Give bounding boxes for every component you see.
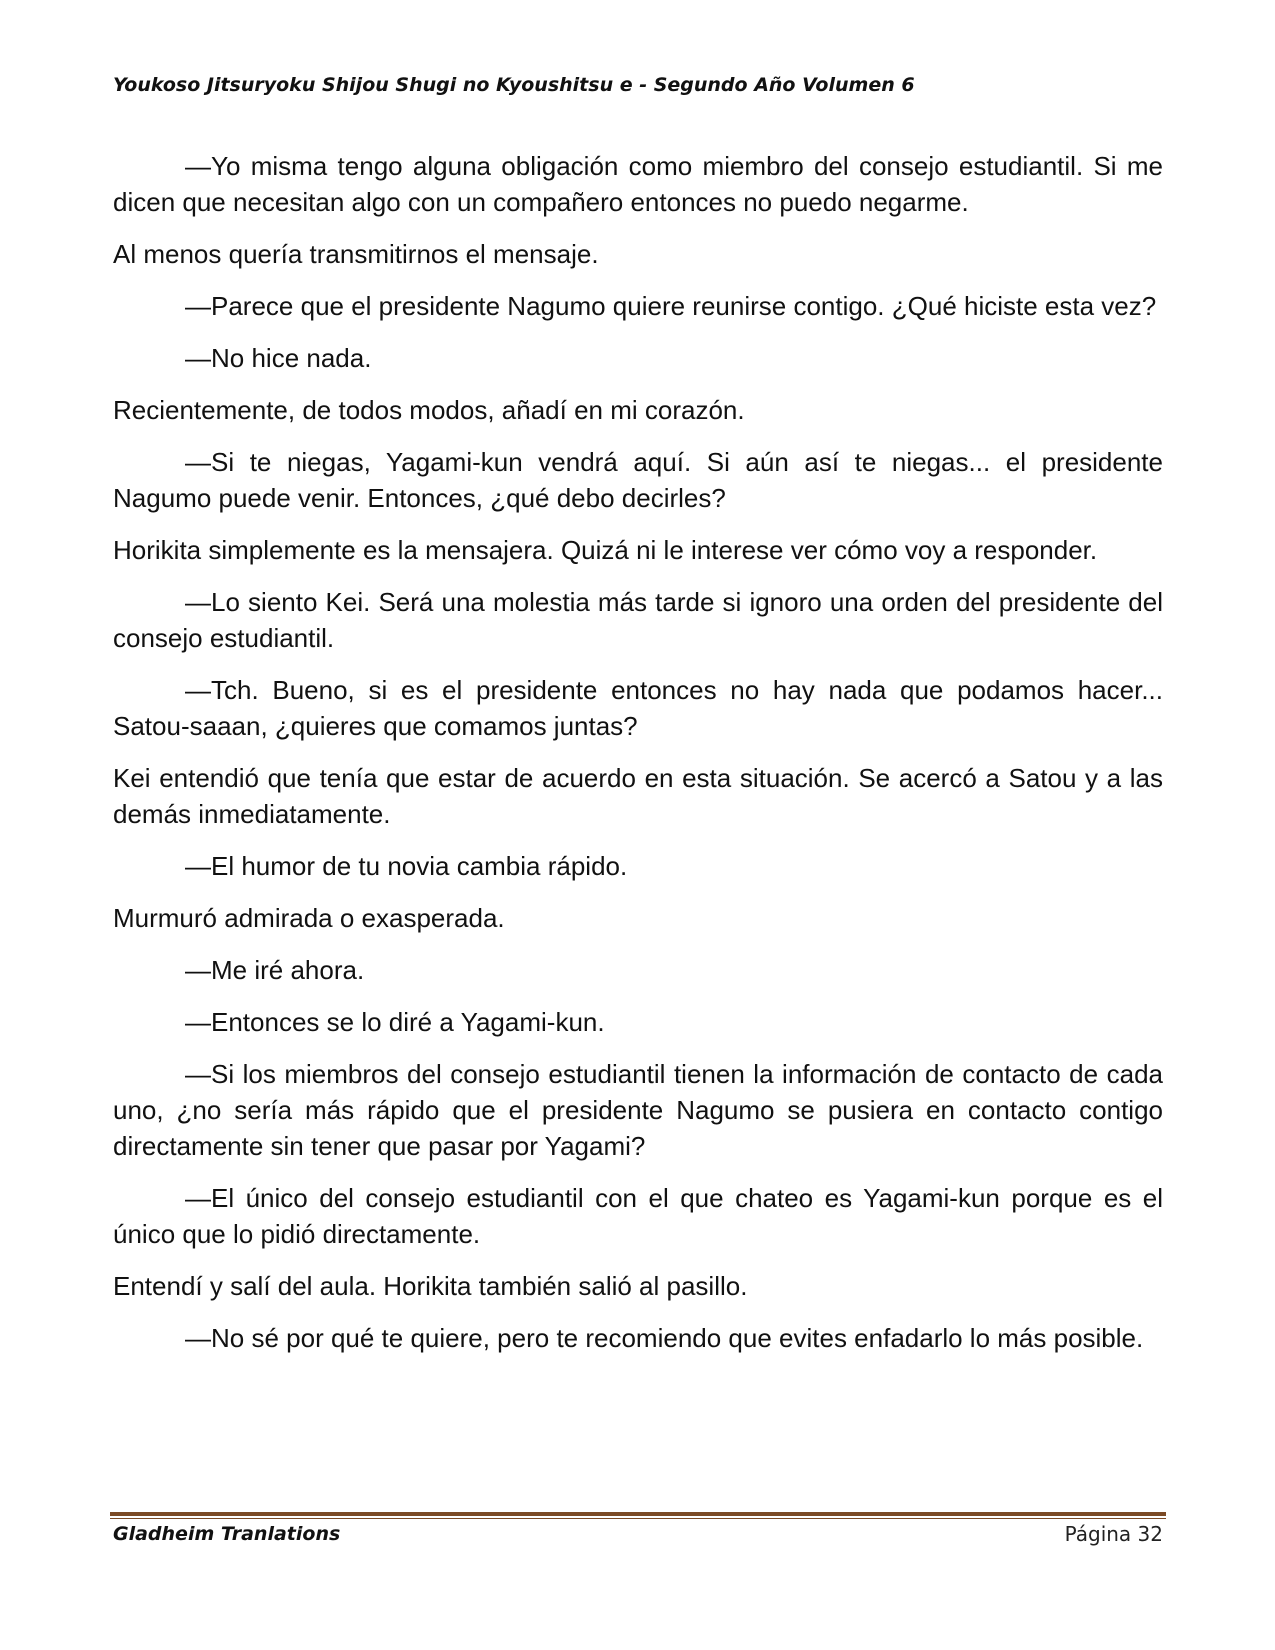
paragraph: Recientemente, de todos modos, añadí en mi corazón. bbox=[113, 395, 745, 425]
page-body bbox=[113, 148, 1163, 1372]
paragraph: —Tch. Bueno, si es el presidente entonces no hay nada que podamos hacer... Satou-saaan, ¿quieres que comamos juntas? bbox=[113, 675, 1163, 741]
paragraph: Horikita simplemente es la mensajera. Quizá ni le interese ver cómo voy a responder. bbox=[113, 535, 1098, 565]
paragraph: Kei entendió que tenía que estar de acuerdo en esta situación. Se acercó a Satou y a las demás inmediatamente. bbox=[113, 763, 1163, 829]
paragraph: —El único del consejo estudiantil con el que chateo es Yagami-kun porque es el único que lo pidió directamente. bbox=[113, 1183, 1163, 1249]
footer-rule bbox=[110, 1512, 1166, 1519]
paragraph: —El humor de tu novia cambia rápido. bbox=[185, 851, 628, 881]
paragraph: —Entonces se lo diré a Yagami-kun. bbox=[185, 1007, 605, 1037]
paragraph: Entendí y salí del aula. Horikita también salió al pasillo. bbox=[113, 1271, 748, 1301]
paragraph: —Si los miembros del consejo estudiantil tienen la información de contacto de cada uno, ¿no sería más rápido que el presidente Nagumo se pusiera en contacto contigo directamente sin tener que pasar por Yagami? bbox=[113, 1059, 1163, 1161]
paragraph: —Parece que el presidente Nagumo quiere reunirse contigo. ¿Qué hiciste esta vez? bbox=[185, 291, 1157, 321]
paragraph: —No hice nada. bbox=[185, 343, 372, 373]
footer-credit: Gladheim Tranlations bbox=[113, 1523, 341, 1545]
paragraph: —Lo siento Kei. Será una molestia más tarde si ignoro una orden del presidente del consejo estudiantil. bbox=[113, 587, 1163, 653]
paragraph: —Me iré ahora. bbox=[185, 955, 365, 985]
page-number bbox=[1065, 1522, 1163, 1546]
running-header: Youkoso Jitsuryoku Shijou Shugi no Kyoushitsu e - Segundo Año Volumen 6 bbox=[113, 74, 915, 96]
paragraph: Al menos quería transmitirnos el mensaje. bbox=[113, 239, 599, 269]
page-label: Página bbox=[1064, 1522, 1132, 1546]
paragraph: —Yo misma tengo alguna obligación como miembro del consejo estudiantil. Si me dicen que necesitan algo con un compañero entonces no puedo negarme. bbox=[113, 151, 1163, 217]
page-number-value: 32 bbox=[1137, 1522, 1163, 1546]
paragraph: —Si te niegas, Yagami-kun vendrá aquí. Si aún así te niegas... el presidente Nagumo puede venir. Entonces, ¿qué debo decirles? bbox=[113, 447, 1163, 513]
paragraph: Murmuró admirada o exasperada. bbox=[113, 903, 505, 933]
paragraph: —No sé por qué te quiere, pero te recomiendo que evites enfadarlo lo más posible. bbox=[185, 1323, 1144, 1353]
